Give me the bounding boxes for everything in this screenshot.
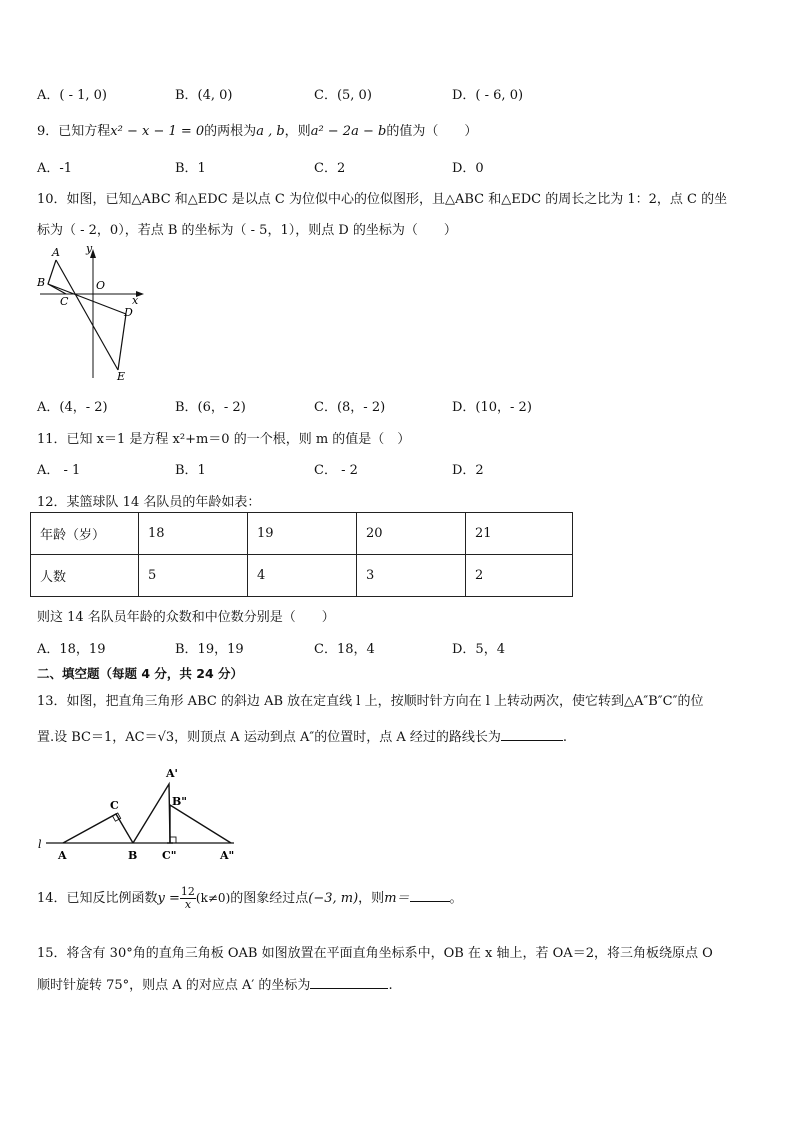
q13-label-a-prime: A' xyxy=(166,767,178,780)
q14-condition: (k≠0) xyxy=(195,891,231,905)
q14-y-eq: y = xyxy=(157,891,180,906)
q12-subquestion: 则这 14 名队员年龄的众数和中位数分别是（ ） xyxy=(37,610,335,625)
q13-label-c: C xyxy=(110,799,119,812)
q14-mid: 的图象经过点 xyxy=(230,891,309,906)
q14-suffix: 。 xyxy=(449,891,463,906)
q15-line2-text: 顺时针旋转 75°，则点 A 的对应点 A′ 的坐标为 xyxy=(37,978,311,993)
table-cell: 19 xyxy=(248,513,357,555)
q13-line2-text: 置.设 BC＝1，AC＝√3，则顶点 A 运动到点 A″的位置时，点 A 经过的路线长为 xyxy=(37,730,501,745)
q9-option-b: B．1 xyxy=(175,161,206,176)
answer-blank xyxy=(410,891,450,902)
q13-line2-end: . xyxy=(562,730,567,745)
q8-option-b: B．(4, 0) xyxy=(175,88,233,103)
q13-label-b-double-prime: B" xyxy=(172,795,188,808)
q8-option-a: A．( - 1, 0) xyxy=(37,88,107,103)
q12-option-b: B．19，19 xyxy=(175,642,244,657)
q11-option-c: C． - 2 xyxy=(314,463,358,478)
q13-label-c-double-prime: C" xyxy=(162,849,177,862)
q12-option-c: C．18，4 xyxy=(314,642,375,657)
q14-question xyxy=(37,885,463,912)
q10-label-a: A xyxy=(52,246,60,259)
q13-figure xyxy=(34,762,244,866)
q15-line1: 15．将含有 30°角的直角三角板 OAB 如图放置在平面直角坐标系中，OB 在 x 轴上，若 OA＝2，将三角板绕原点 O xyxy=(37,946,713,961)
q14-prefix: 14．已知反比例函数 xyxy=(37,891,158,906)
q9-mid: 的两根为 xyxy=(204,124,257,139)
table-cell: 5 xyxy=(139,555,248,597)
q11-option-d: D．2 xyxy=(452,463,484,478)
q8-option-d: D．( - 6, 0) xyxy=(452,88,524,103)
table-cell: 4 xyxy=(248,555,357,597)
q9-equation: x² − x − 1 = 0 xyxy=(110,124,205,139)
q10-label-x: x xyxy=(132,294,139,307)
q10-line2: 标为（ - 2，0），若点 B 的坐标为（ - 5，1），则点 D 的坐标为（ ） xyxy=(37,223,457,238)
q14-m-eq: m＝ xyxy=(384,891,410,906)
q9-question xyxy=(37,120,477,139)
answer-blank xyxy=(310,978,388,989)
q9-option-a: A．-1 xyxy=(37,161,73,176)
table-cell: 18 xyxy=(139,513,248,555)
q10-option-d: D．(10，- 2) xyxy=(452,400,532,415)
q10-label-c: C xyxy=(60,295,69,308)
q10-label-b: B xyxy=(37,276,46,289)
q13-line2 xyxy=(37,726,567,745)
q10-label-d: D xyxy=(124,306,133,319)
q13-label-a-double-prime: A" xyxy=(220,849,235,862)
table-cell: 人数 xyxy=(31,555,139,597)
q13-line1: 13．如图，把直角三角形 ABC 的斜边 AB 放在定直线 l 上，按顺时针方向在 l 上转动两次，使它转到△A″B″C″的位 xyxy=(37,694,704,709)
q9-prefix: 9．已知方程 xyxy=(37,124,111,139)
q14-fraction xyxy=(180,886,196,911)
q9-option-c: C．2 xyxy=(314,161,346,176)
table-cell: 20 xyxy=(357,513,466,555)
q10-label-e: E xyxy=(117,370,126,383)
table-cell: 年龄（岁） xyxy=(31,513,139,555)
q9-suffix: 的值为（ ） xyxy=(386,124,478,139)
q12-age-table xyxy=(30,512,573,597)
q9-roots: a , b xyxy=(256,124,285,139)
answer-blank xyxy=(501,730,563,741)
q15-line2-end: . xyxy=(388,978,393,993)
q10-option-b: B．(6，- 2) xyxy=(175,400,246,415)
table-cell: 21 xyxy=(466,513,573,555)
q12-option-a: A．18，19 xyxy=(37,642,106,657)
q12-question: 12．某篮球队 14 名队员的年龄如表： xyxy=(37,495,261,510)
q11-question: 11．已知 x＝1 是方程 x²+m＝0 的一个根，则 m 的值是（ ） xyxy=(37,432,411,447)
q14-denominator: x xyxy=(184,898,192,911)
q14-point: (−3, m) xyxy=(308,891,359,906)
q13-label-l: l xyxy=(38,838,42,851)
table-cell: 3 xyxy=(357,555,466,597)
table-cell: 2 xyxy=(466,555,573,597)
q13-label-a: A xyxy=(58,849,67,862)
q14-mid2: ，则 xyxy=(358,891,385,906)
q9-expression: a² − 2a − b xyxy=(310,124,387,139)
q14-numerator: 12 xyxy=(180,885,195,898)
q10-label-o: O xyxy=(96,279,106,292)
q10-option-a: A．(4，- 2) xyxy=(37,400,108,415)
q10-label-y: y xyxy=(86,242,93,255)
q12-option-d: D．5，4 xyxy=(452,642,505,657)
q10-line1: 10．如图，已知△ABC 和△EDC 是以点 C 为位似中心的位似图形，且△ABC 和△EDC 的周长之比为 1：2，点 C 的坐 xyxy=(37,192,728,207)
section-header-fill-in: 二、填空题（每题 4 分，共 24 分） xyxy=(37,666,244,681)
q10-figure xyxy=(34,242,150,384)
q11-option-a: A． - 1 xyxy=(37,463,81,478)
q11-option-b: B．1 xyxy=(175,463,206,478)
q15-line2 xyxy=(37,974,393,993)
q9-mid2: ，则 xyxy=(284,124,311,139)
q9-option-d: D．0 xyxy=(452,161,484,176)
q10-option-c: C．(8，- 2) xyxy=(314,400,386,415)
table-row xyxy=(31,513,573,555)
q8-option-c: C．(5, 0) xyxy=(314,88,372,103)
table-row xyxy=(31,555,573,597)
q13-label-b: B xyxy=(128,849,138,862)
